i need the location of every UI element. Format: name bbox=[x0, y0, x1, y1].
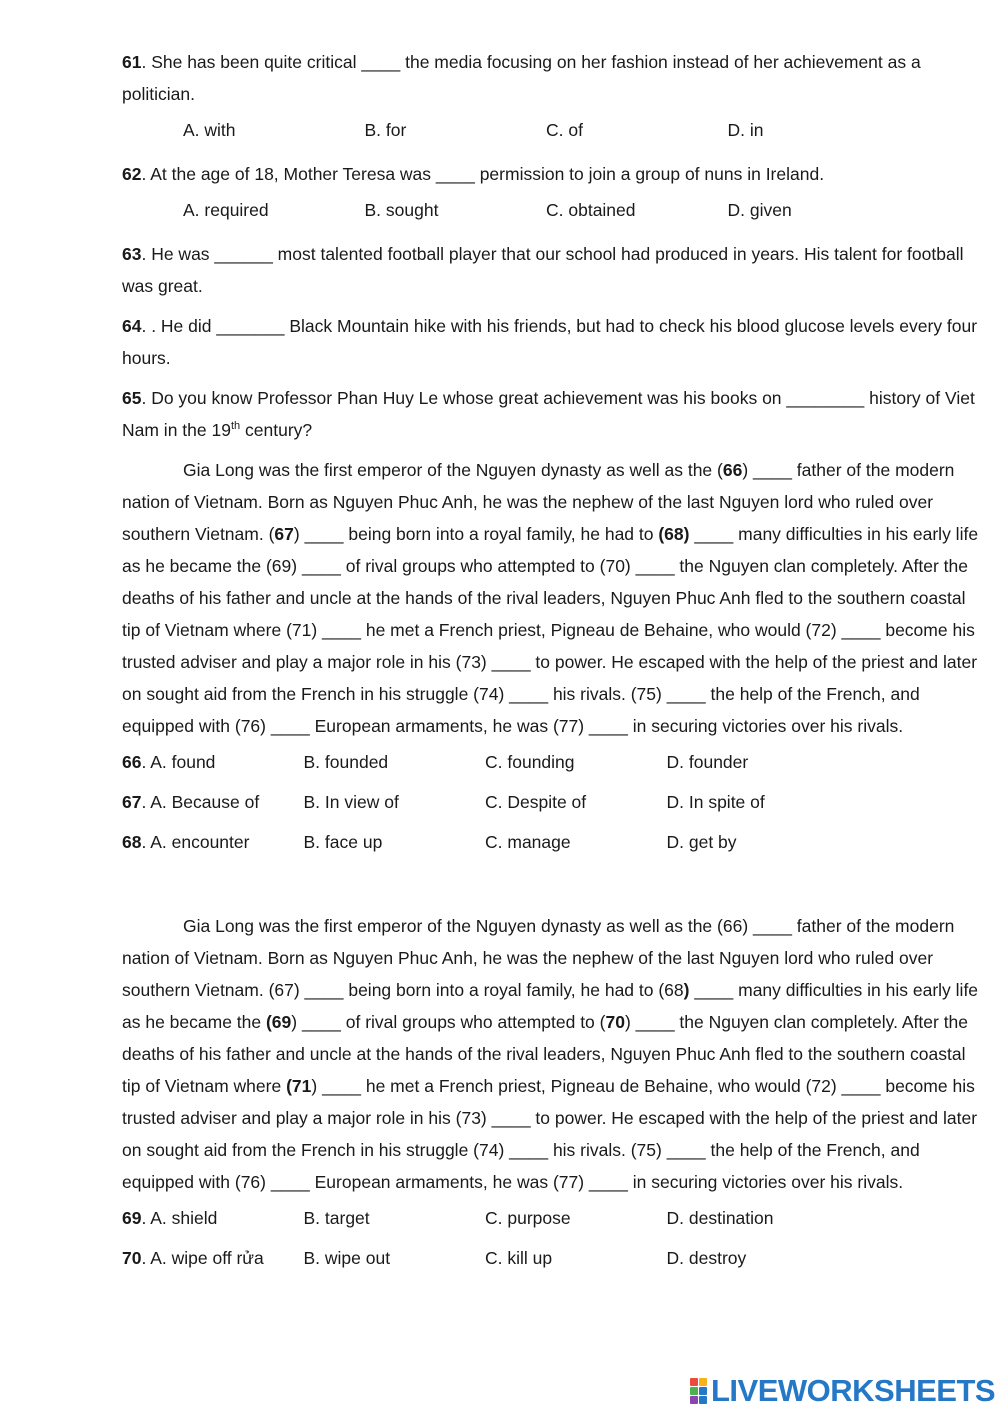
question-text: . She has been quite critical ____ the media focusing on her fashion instead of her achievement as a politician. bbox=[122, 52, 921, 104]
passage-text: ) ____ he met a French priest, Pigneau de Behaine, who would (72) ____ become his trusted adviser and play a major role in his (73) ____ to power. He escaped with the help of the priest and later on sought aid from the French in his struggle (74) ____ his rivals. (75) ____ the help of the French, and equipped with (76) ____ European armaments, he was (77) ____ in securing victories over his rivals. bbox=[122, 1076, 978, 1192]
passage-text: ) ____ being born into a royal family, he had to bbox=[293, 524, 659, 544]
question-number: 62 bbox=[122, 164, 142, 184]
option-c[interactable]: C. kill up bbox=[485, 1248, 553, 1268]
logo-square bbox=[690, 1387, 698, 1395]
superscript: th bbox=[230, 420, 241, 433]
logo-square bbox=[690, 1378, 698, 1386]
question-number: 61 bbox=[122, 52, 142, 72]
question-64 bbox=[122, 310, 980, 374]
option-d[interactable]: D. given bbox=[727, 200, 792, 220]
option-b[interactable]: B. founded bbox=[303, 752, 389, 772]
option-a[interactable] bbox=[122, 1206, 304, 1230]
option-a[interactable] bbox=[122, 830, 304, 854]
option-d[interactable]: D. In spite of bbox=[666, 792, 765, 812]
option-d[interactable]: D. destroy bbox=[666, 1248, 747, 1268]
blank-number: 70 bbox=[605, 1012, 625, 1032]
option-text: . A. Because of bbox=[141, 792, 260, 812]
logo-mark-icon bbox=[690, 1378, 707, 1404]
liveworksheets-logo[interactable] bbox=[690, 1374, 995, 1408]
option-c[interactable]: C. Despite of bbox=[485, 792, 587, 812]
logo-square bbox=[699, 1378, 707, 1386]
logo-text: LIVEWORKSHEETS bbox=[711, 1373, 996, 1408]
question-text: . Do you know Professor Phan Huy Le whose great achievement was his books on ________ history of Viet Nam in the 19 bbox=[122, 388, 975, 440]
option-b[interactable]: B. target bbox=[303, 1208, 370, 1228]
logo-square bbox=[699, 1396, 707, 1404]
question-text: . . He did _______ Black Mountain hike with his friends, but had to check his blood glucose levels every four hours. bbox=[122, 316, 978, 368]
option-b[interactable]: B. In view of bbox=[303, 792, 399, 812]
option-text: . A. shield bbox=[141, 1208, 218, 1228]
passage-1 bbox=[122, 454, 980, 742]
option-c[interactable]: C. purpose bbox=[485, 1208, 571, 1228]
options-70 bbox=[122, 1246, 980, 1270]
passage-text: ____ many difficulties in his early life as he became the (69) ____ of rival groups who attempted to (70) ____ the Nguyen clan completely. After the deaths of his father and uncle at the hands of the rival leaders, Nguyen Phuc Anh fled to the southern coastal tip of Vietnam where (71) ____ he met a French priest, Pigneau de Behaine, who would (72) ____ become his trusted adviser and play a major role in his (73) ____ to power. He escaped with the help of the priest and later on sought aid from the French in his struggle (74) ____ his rivals. (75) ____ the help of the French, and equipped with (76) ____ European armaments, he was (77) ____ in securing victories over his rivals. bbox=[122, 524, 979, 736]
option-b[interactable]: B. wipe out bbox=[303, 1248, 391, 1268]
option-text: . A. found bbox=[141, 752, 216, 772]
option-c[interactable]: C. obtained bbox=[546, 200, 636, 220]
passage-text: ) ____ father of the modern nation of Vietnam. Born as Nguyen Phuc Anh, he was the nephew of the last Nguyen lord who ruled over southern Vietnam. ( bbox=[122, 460, 955, 544]
question-number: 67 bbox=[122, 792, 142, 812]
option-text: . A. encounter bbox=[141, 832, 250, 852]
question-number: 66 bbox=[122, 752, 142, 772]
spacer bbox=[122, 870, 980, 910]
option-a[interactable] bbox=[122, 750, 304, 774]
logo-square bbox=[690, 1396, 698, 1404]
passage-text: ) ____ of rival groups who attempted to ( bbox=[291, 1012, 606, 1032]
question-text-end: century? bbox=[240, 420, 313, 440]
options-67 bbox=[122, 790, 980, 814]
option-d[interactable]: D. in bbox=[727, 120, 764, 140]
option-b[interactable]: B. face up bbox=[303, 832, 383, 852]
options-62 bbox=[122, 198, 980, 222]
blank-number: (68) bbox=[658, 524, 690, 544]
passage-text: Gia Long was the first emperor of the Nguyen dynasty as well as the ( bbox=[183, 460, 723, 480]
blank-number: 67 bbox=[274, 524, 294, 544]
option-d[interactable]: D. destination bbox=[666, 1208, 774, 1228]
options-69 bbox=[122, 1206, 980, 1230]
option-a[interactable] bbox=[122, 790, 304, 814]
blank-number: 66 bbox=[722, 460, 743, 480]
question-number: 64 bbox=[122, 316, 142, 336]
question-text: . He was ______ most talented football player that our school had produced in years. His talent for football was great. bbox=[122, 244, 964, 296]
option-c[interactable]: C. manage bbox=[485, 832, 571, 852]
option-text: . A. wipe off rửa bbox=[141, 1248, 264, 1268]
option-a[interactable] bbox=[122, 1246, 304, 1270]
question-number: 63 bbox=[122, 244, 142, 264]
option-b[interactable]: B. sought bbox=[364, 200, 439, 220]
options-66 bbox=[122, 750, 980, 774]
question-number: 69 bbox=[122, 1208, 142, 1228]
option-d[interactable]: D. get by bbox=[666, 832, 737, 852]
bold-bracket: ) bbox=[683, 980, 690, 1000]
logo-square bbox=[699, 1387, 707, 1395]
question-62 bbox=[122, 158, 980, 190]
options-68 bbox=[122, 830, 980, 854]
question-number: 68 bbox=[122, 832, 142, 852]
option-a[interactable]: A. with bbox=[183, 120, 236, 140]
question-text: . At the age of 18, Mother Teresa was ____ permission to join a group of nuns in Ireland. bbox=[141, 164, 825, 184]
question-63 bbox=[122, 238, 980, 302]
passage-text: ) ____ the Nguyen clan completely. After the deaths of his father and uncle at the hands of the rival leaders, Nguyen Phuc Anh fled to the southern coastal tip of Vietnam where bbox=[122, 1012, 969, 1096]
option-c[interactable]: C. founding bbox=[485, 752, 575, 772]
option-a[interactable]: A. required bbox=[183, 200, 269, 220]
option-b[interactable]: B. for bbox=[364, 120, 407, 140]
question-number: 70 bbox=[122, 1248, 142, 1268]
option-d[interactable]: D. founder bbox=[666, 752, 749, 772]
question-65 bbox=[122, 382, 980, 446]
blank-number: (69 bbox=[265, 1012, 292, 1032]
passage-2 bbox=[122, 910, 980, 1198]
worksheet-page bbox=[122, 46, 980, 1286]
option-c[interactable]: C. of bbox=[546, 120, 583, 140]
passage-text: ____ many difficulties in his early life as he became the bbox=[122, 980, 979, 1032]
options-61 bbox=[122, 118, 980, 142]
question-number: 65 bbox=[122, 388, 142, 408]
question-61 bbox=[122, 46, 980, 110]
passage-text: Gia Long was the first emperor of the Nguyen dynasty as well as the (66) ____ father of the modern nation of Vietnam. Born as Nguyen Phuc Anh, he was the nephew of the last Nguyen lord who ruled over southern Vietnam. (67) ____ being born into a royal family, he had to (68 bbox=[122, 916, 955, 1000]
blank-number: (71 bbox=[286, 1076, 312, 1096]
